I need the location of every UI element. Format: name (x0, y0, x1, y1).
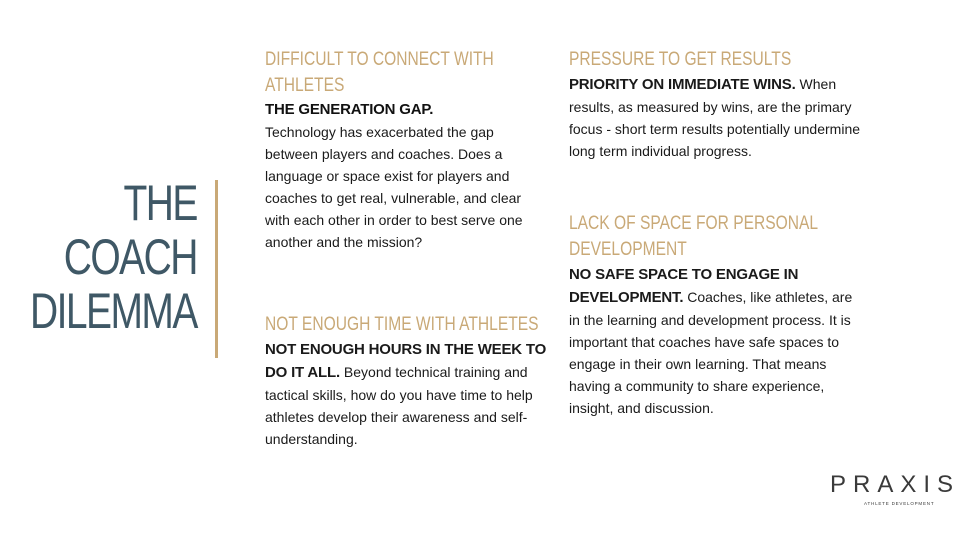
title-line-1: THE (123, 175, 197, 231)
heading-line-1: NOT ENOUGH TIME WITH ATHLETES (265, 314, 539, 335)
section-body (569, 73, 869, 162)
section-heading (265, 312, 560, 338)
section-heading (569, 211, 854, 263)
section-body (265, 338, 560, 450)
logo-tagline: ATHLETE DEVELOPMENT (864, 501, 935, 506)
title-line-3: DILEMMA (30, 283, 197, 339)
section-heading (569, 47, 869, 73)
section-text: When results, as measured by wins, are the primary focus - short term results potentially undermine long term individual progress. (569, 76, 861, 159)
heading-line-2: ATHLETES (265, 75, 345, 96)
section-text: Coaches, like athletes, are in the learning and development process. It is important that coaches have safe spaces to engage in their own learning. That means having a community to share experience, insight, and discussion. (569, 289, 853, 416)
heading-line-1: LACK OF SPACE FOR PERSONAL (569, 213, 819, 234)
section-heading (265, 47, 535, 99)
section-connect-with-athletes (265, 47, 535, 253)
section-time-with-athletes (265, 312, 560, 450)
section-body (265, 99, 535, 253)
section-lead: THE GENERATION GAP. (265, 101, 434, 118)
title-line-2: COACH (63, 229, 198, 285)
heading-line-2: DEVELOPMENT (569, 239, 687, 260)
section-pressure-results (569, 47, 869, 162)
praxis-logo (830, 471, 960, 512)
section-lead: PRIORITY ON IMMEDIATE WINS. (569, 76, 800, 93)
heading-line-1: DIFFICULT TO CONNECT WITH (265, 49, 494, 70)
section-text: Beyond technical training and tactical skills, how do you have time to help athletes develop their awareness and self-understanding. (265, 364, 533, 447)
section-personal-development (569, 211, 854, 419)
section-body (569, 263, 854, 419)
logo-wordmark: PRAXIS (830, 471, 960, 498)
section-lead: NOT ENOUGH HOURS IN THE WEEK TO DO IT ALL. (265, 341, 547, 381)
heading-line-1: PRESSURE TO GET RESULTS (569, 49, 792, 70)
section-lead: NO SAFE SPACE TO ENGAGE IN DEVELOPMENT. (569, 266, 799, 306)
slide-title (30, 176, 197, 338)
section-text: Technology has exacerbated the gap between players and coaches. Does a language or space exist for players and coaches to get real, vulnerable, and clear with each other in order to best serve one another and the mission? (265, 124, 523, 250)
title-divider (215, 180, 218, 358)
